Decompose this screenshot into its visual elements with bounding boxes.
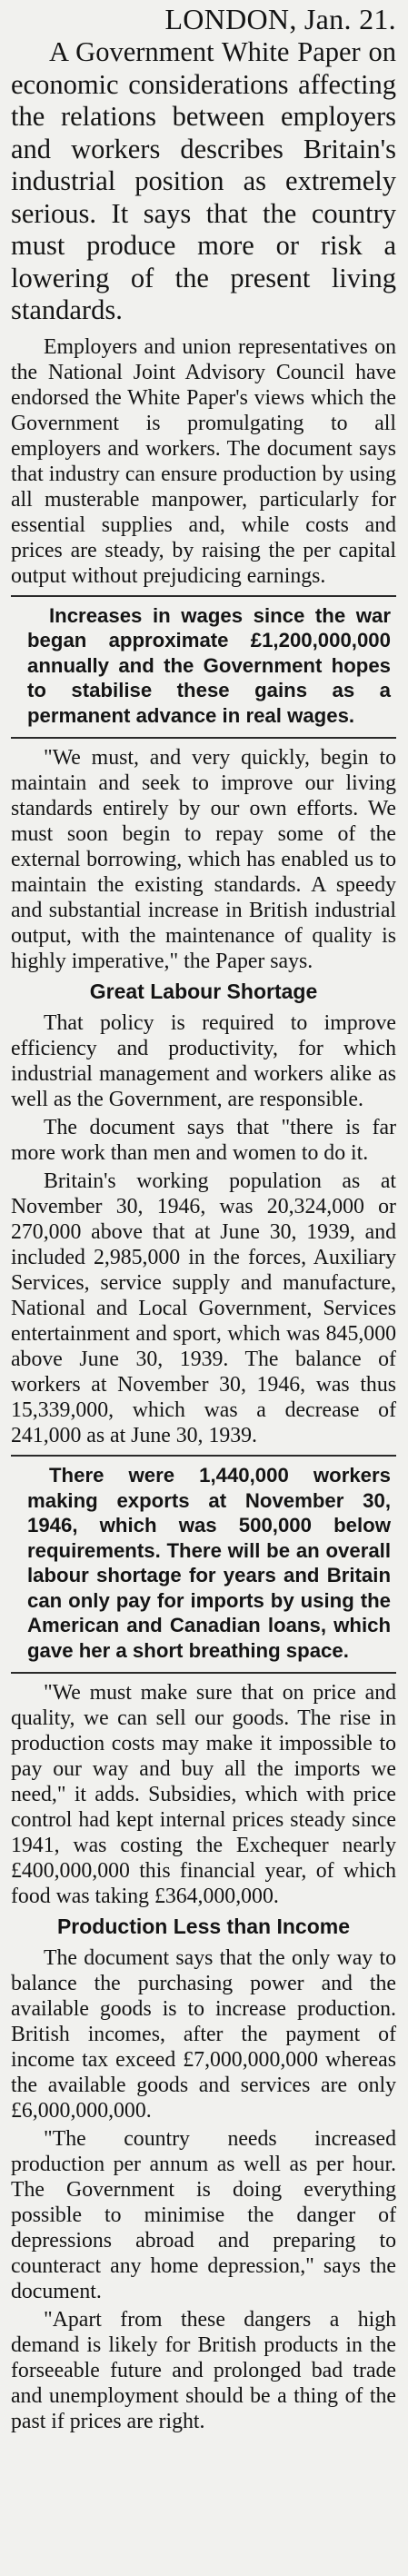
body-paragraph: The document says that the only way to balance the purchasing power and the available goods is to increase production. British incomes, after the payment of income tax exceed £7,000,000,000 whereas the available goods and services are only £6,000,000,000. xyxy=(11,1946,396,2123)
divider xyxy=(11,737,396,739)
lead-paragraph: A Government White Paper on economic considerations affecting the relations between employers and workers describes Britain's industrial position as extremely serious. It says that the country must produce more or risk a lowering of the present living standards. xyxy=(11,36,396,325)
dateline: LONDON, Jan. 21. xyxy=(164,3,396,35)
body-paragraph: Employers and union representatives on the National Joint Advisory Council have endorsed the White Paper's views which the Government is promulgating to all employers and workers. The document says that industry can ensure production by using all musterable manpower, particularly for essential supplies and, while costs and prices are steady, by raising the per capital output without prejudicing earnings. xyxy=(11,334,396,588)
body-paragraph: The document says that "there is far more work than men and women to do it. xyxy=(11,1116,396,1165)
body-paragraph: "The country needs increased production per annum as well as per hour. The Government is doing everything possible to minimise the danger of depressions abroad and preparing to counteract any home depression," says the document. xyxy=(11,2127,396,2303)
divider xyxy=(11,595,396,597)
body-paragraph: "Apart from these dangers a high demand is likely for British products in the forseeable future and prolonged bad trade and unemployment should be a thing of the past if prices are right. xyxy=(11,2308,396,2433)
body-paragraph: Britain's working population as at November 30, 1946, was 20,324,000 or 270,000 above that at June 30, 1939, and included 2,985,000 in the forces, Auxiliary Services, service supply and manufacture, National and Local Government, Services entertainment and sport, which was 845,000 above June 30, 1939. The balance of workers at November 30, 1946, was thus 15,339,000, which was a decrease of 241,000 as at June 30, 1939. xyxy=(11,1169,396,1447)
subheading: Great Labour Shortage xyxy=(89,980,318,1003)
highlight-box: Increases in wages since the war began approximate £1,200,000,000 annually and the Government hopes to stabilise these gains as a permanent advance in real wages. xyxy=(27,603,391,727)
highlight-box: There were 1,440,000 workers making exports at November 30, 1946, which was 500,000 below requirements. There will be an overall labour shortage for years and Britain can only pay for imports by using the American and Canadian loans, which gave her a short breathing space. xyxy=(27,1464,391,1662)
body-paragraph: "We must make sure that on price and quality, we can sell our goods. The rise in production costs may make it impossible to pay our way and buy all the imports we need," it adds. Subsidies, which with price control had kept internal prices steady since 1941, was costing the Exchequer nearly £400,000,000 this financial year, of which food was taking £364,000,000. xyxy=(11,1681,396,1908)
divider xyxy=(11,1455,396,1457)
body-paragraph: "We must, and very quickly, begin to maintain and seek to improve our living standards entirely by our own efforts. We must soon begin to repay some of the external borrowing, which has enabled us to maintain the existing standards. A speedy and substantial increase in British industrial output, with the maintenance of quality is highly imperative," the Paper says. xyxy=(11,746,396,973)
body-paragraph: That policy is required to improve efficiency and productivity, for which industrial management and workers alike as well as the Government, are responsible. xyxy=(11,1011,396,1111)
subheading: Production Less than Income xyxy=(56,1915,351,1938)
divider xyxy=(11,1672,396,1674)
